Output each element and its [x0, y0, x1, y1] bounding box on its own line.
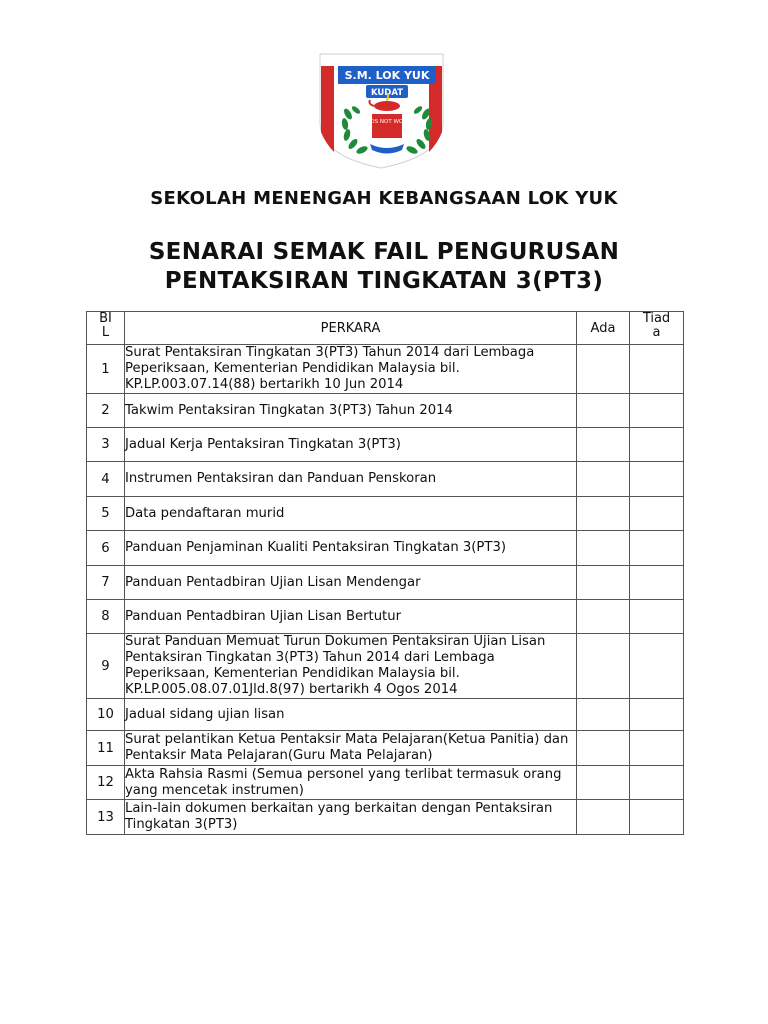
- tiada-cell[interactable]: [630, 345, 684, 394]
- row-number: 12: [87, 766, 125, 800]
- row-item: Takwim Pentaksiran Tingkatan 3(PT3) Tahun 2014: [125, 394, 577, 428]
- row-number: 1: [87, 345, 125, 394]
- document-title: [0, 238, 768, 296]
- school-name: SEKOLAH MENENGAH KEBANGSAAN LOK YUK: [150, 188, 618, 209]
- table-row: [87, 766, 684, 800]
- header-ada: Ada: [577, 312, 630, 345]
- tiada-cell[interactable]: [630, 497, 684, 531]
- row-item: Panduan Pentadbiran Ujian Lisan Bertutur: [125, 600, 577, 634]
- table-row: [87, 462, 684, 497]
- row-number: 10: [87, 699, 125, 731]
- ada-cell[interactable]: [577, 766, 630, 800]
- tiada-cell[interactable]: [630, 634, 684, 699]
- row-item: Akta Rahsia Rasmi (Semua personel yang terlibat termasuk orang yang mencetak instrumen): [125, 766, 577, 800]
- document-title-line-2: PENTAKSIRAN TINGKATAN 3(PT3): [164, 268, 604, 294]
- table-row: [87, 800, 684, 835]
- row-item: Data pendaftaran murid: [125, 497, 577, 531]
- tiada-cell[interactable]: [630, 600, 684, 634]
- ada-cell[interactable]: [577, 428, 630, 462]
- row-number: 9: [87, 634, 125, 699]
- tiada-cell[interactable]: [630, 462, 684, 497]
- row-item: Instrumen Pentaksiran dan Panduan Penskoran: [125, 462, 577, 497]
- row-item: Panduan Penjaminan Kualiti Pentaksiran Tingkatan 3(PT3): [125, 531, 577, 566]
- tiada-cell[interactable]: [630, 428, 684, 462]
- ada-cell[interactable]: [577, 462, 630, 497]
- row-item: Lain-lain dokumen berkaitan yang berkaitan dengan Pentaksiran Tingkatan 3(PT3): [125, 800, 577, 835]
- row-number: 13: [87, 800, 125, 835]
- tiada-cell[interactable]: [630, 566, 684, 600]
- ada-cell[interactable]: [577, 566, 630, 600]
- row-item: Surat pelantikan Ketua Pentaksir Mata Pelajaran(Ketua Panitia) dan Pentaksir Mata Pelajaran(Guru Mata Pelajaran): [125, 731, 577, 766]
- tiada-cell[interactable]: [630, 531, 684, 566]
- header-bil-label: BI L: [99, 311, 112, 340]
- table-row: [87, 428, 684, 462]
- table-row: [87, 345, 684, 394]
- header-tiada: [630, 312, 684, 345]
- ada-cell[interactable]: [577, 394, 630, 428]
- checklist-table: [86, 311, 684, 835]
- row-item: Surat Pentaksiran Tingkatan 3(PT3) Tahun 2014 dari Lembaga Peperiksaan, Kementerian Pendidikan Malaysia bil. KP.LP.003.07.14(88) bertarikh 10 Jun 2014: [125, 345, 577, 394]
- row-item: Jadual Kerja Pentaksiran Tingkatan 3(PT3): [125, 428, 577, 462]
- tiada-cell[interactable]: [630, 800, 684, 835]
- ada-cell[interactable]: [577, 531, 630, 566]
- table-row: [87, 566, 684, 600]
- school-logo: [318, 52, 445, 170]
- tiada-cell[interactable]: [630, 394, 684, 428]
- row-item: Panduan Pentadbiran Ujian Lisan Mendengar: [125, 566, 577, 600]
- ada-cell[interactable]: [577, 699, 630, 731]
- ada-cell[interactable]: [577, 345, 630, 394]
- ada-cell[interactable]: [577, 634, 630, 699]
- lamp-icon: [374, 101, 400, 111]
- ada-cell[interactable]: [577, 600, 630, 634]
- table-row: [87, 699, 684, 731]
- row-number: 8: [87, 600, 125, 634]
- ada-cell[interactable]: [577, 800, 630, 835]
- table-row: [87, 634, 684, 699]
- book-icon: [372, 114, 402, 138]
- tiada-cell[interactable]: [630, 731, 684, 766]
- school-crest-icon: [318, 52, 445, 170]
- ada-cell[interactable]: [577, 731, 630, 766]
- tiada-cell[interactable]: [630, 766, 684, 800]
- row-number: 5: [87, 497, 125, 531]
- tiada-cell[interactable]: [630, 699, 684, 731]
- row-number: 7: [87, 566, 125, 600]
- logo-banner-text: S.M. LOK YUK: [344, 69, 430, 82]
- header-bil: [87, 312, 125, 345]
- table-row: [87, 600, 684, 634]
- table-header-row: [87, 312, 684, 345]
- document-title-line-1: SENARAI SEMAK FAIL PENGURUSAN: [148, 239, 620, 265]
- logo-motto: DEEDS NOT WORDS: [359, 119, 415, 125]
- row-number: 11: [87, 731, 125, 766]
- header-tiada-label: Tiad a: [642, 311, 671, 340]
- ada-cell[interactable]: [577, 497, 630, 531]
- logo-sub-text: KUDAT: [370, 88, 404, 98]
- row-number: 2: [87, 394, 125, 428]
- table-row: [87, 731, 684, 766]
- row-number: 4: [87, 462, 125, 497]
- row-number: 6: [87, 531, 125, 566]
- table-row: [87, 497, 684, 531]
- row-number: 3: [87, 428, 125, 462]
- header-perkara: PERKARA: [125, 312, 577, 345]
- table-row: [87, 531, 684, 566]
- row-item: Surat Panduan Memuat Turun Dokumen Pentaksiran Ujian Lisan Pentaksiran Tingkatan 3(PT3) Tahun 2014 dari Lembaga Peperiksaan, Kementerian Pendidikan Malaysia bil. KP.LP.005.08.07.01Jld.8(97) bertarikh 4 Ogos 2014: [125, 634, 577, 699]
- table-row: [87, 394, 684, 428]
- row-item: Jadual sidang ujian lisan: [125, 699, 577, 731]
